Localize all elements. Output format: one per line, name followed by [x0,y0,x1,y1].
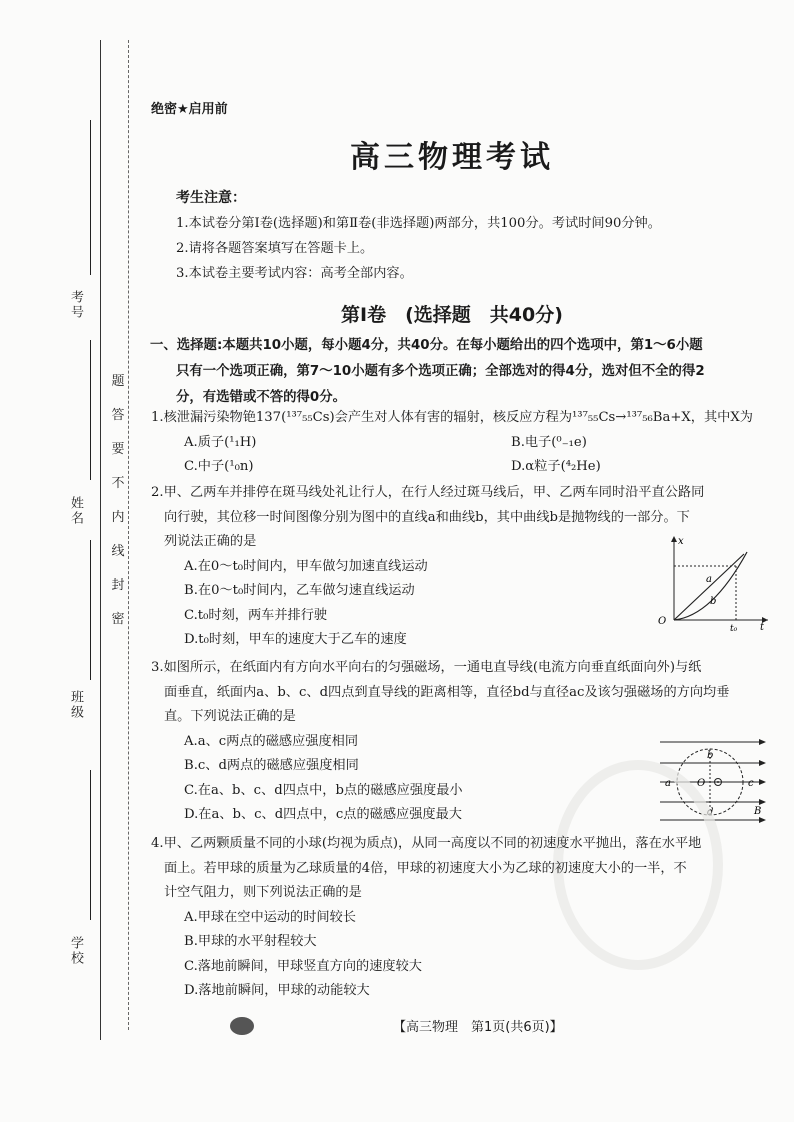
name-field-line [90,340,91,480]
instructions-line: 分，有选错或不答的得0分。 [176,390,347,405]
point-a-label: a [665,778,671,789]
point-c-label: c [748,778,754,789]
seal-char: 线 [111,544,125,559]
t-axis-label: t [760,622,765,632]
seal-char: 内 [111,510,125,525]
exam-no-label: 考号 [68,290,83,320]
x-axis-label: x [678,536,684,547]
publisher-logo-icon [230,1017,254,1035]
xt-graph [652,532,774,632]
option-c[interactable]: C.t₀时刻，两车并排行驶 [184,607,328,623]
question-4 [151,832,781,1004]
point-b-label: b [707,750,714,761]
notice-item: 2.请将各题答案填写在答题卡上。 [176,241,374,256]
point-d-label: d [707,807,714,818]
section-title: 第Ⅰ卷 (选择题 共40分) [341,304,563,326]
seal-char: 封 [111,578,125,593]
question-stem: 面垂直，纸面内a、b、c、d四点到直导线的距离相等，直径bd与直径ac及该匀强磁场的方向均垂 [164,684,730,700]
option-a[interactable]: A.质子(¹₁H) [184,434,257,450]
question-stem: 4.甲、乙两颗质量不同的小球(均视为质点)，从同一高度以不同的初速度水平抛出，落在水平地 [151,836,702,851]
seal-char: 答 [111,408,125,423]
question-stem: 向行驶，其位移一时间图像分别为图中的直线a和曲线b，其中曲线b是抛物线的一部分。下 [164,509,690,525]
line-a [674,554,744,620]
origin-label: O [658,616,667,627]
name-label: 姓名 [68,496,83,526]
notice-item: 3.本试卷主要考试内容：高考全部内容。 [176,266,413,281]
option-d[interactable]: D.t₀时刻，甲车的速度大于乙车的速度 [184,632,407,647]
question-stem: 直。下列说法正确的是 [164,709,296,724]
school-label: 学校 [68,936,83,966]
instructions-line: 一、选择题:本题共10小题，每小题4分，共40分。在每小题给出的四个选项中，第1～6小题 [150,338,703,353]
t0-label: t₀ [730,624,738,632]
curve-b-label: b [710,596,717,607]
option-d[interactable]: D.α粒子(⁴₂He) [511,459,601,474]
seal-char: 密 [111,612,125,627]
option-c[interactable]: C.中子(¹₀n) [184,459,254,474]
question-stem: 计空气阻力，则下列说法正确的是 [164,885,362,900]
option-a[interactable]: A.a、c两点的磁感应强度相同 [184,733,359,749]
instructions [150,333,780,411]
notice-item: 1.本试卷分第Ⅰ卷(选择题)和第Ⅱ卷(非选择题)两部分，共100分。考试时间90分钟。 [176,216,661,231]
notice-heading: 考生注意： [176,190,246,206]
instructions-line: 只有一个选项正确，第7～10小题有多个选项正确；全部选对的得4分，选对但不全的得2 [176,364,705,379]
option-b[interactable]: B.c、d两点的磁感应强度相同 [184,758,359,773]
question-1 [151,406,781,480]
line-a-label: a [706,574,712,585]
option-d[interactable]: D.落地前瞬间，甲球的动能较大 [184,983,370,998]
seal-char: 题 [111,374,125,389]
question-stem: 3.如图所示，在纸面内有方向水平向右的匀强磁场，一通电直导线(电流方向垂直纸面向外)与纸 [151,660,702,675]
option-b[interactable]: B.在0～t₀时间内，乙车做匀速直线运动 [184,583,415,598]
x-axis-arrow [671,536,677,542]
candidate-notice [176,186,661,286]
seal-char: 要 [111,442,125,457]
class-label: 班级 [68,690,83,720]
margin-line [100,40,101,1040]
page-title: 高三物理考试 [350,140,554,175]
field-b-label: B [754,806,762,817]
option-c[interactable]: C.落地前瞬间，甲球竖直方向的速度较大 [184,958,422,974]
school-field-line [90,770,91,920]
seal-text-column [108,370,128,642]
seal-char: 不 [111,476,125,491]
question-stem: 1.核泄漏污染物铯137(¹³⁷₅₅Cs)会产生对人体有害的辐射，核反应方程为¹³⁷₅₅Cs→¹³⁷₅₆Ba+X，其中X为 [151,410,753,425]
question-stem: 列说法正确的是 [164,534,257,549]
option-b[interactable]: B.电子(⁰₋₁e) [511,434,587,450]
option-a[interactable]: A.甲球在空中运动的时间较长 [184,909,356,925]
class-field-line [90,540,91,680]
question-stem: 2.甲、乙两车并排停在斑马线处礼让行人，在行人经过斑马线后，甲、乙两车同时沿平直公路同 [151,485,705,500]
question-stem: 面上。若甲球的质量为乙球质量的4倍，甲球的初速度大小为乙球的初速度大小的一半，不 [164,860,687,876]
option-a[interactable]: A.在0～t₀时间内，甲车做匀加速直线运动 [184,558,428,574]
option-b[interactable]: B.甲球的水平射程较大 [184,934,317,949]
confidential-mark: 绝密★启用前 [151,102,228,117]
center-o-label: O [697,778,706,789]
seal-dash-line [128,40,129,1030]
page-footer: 【高三物理 第1页(共6页)】 [393,1020,563,1035]
option-d[interactable]: D.在a、b、c、d四点中，c点的磁感应强度最大 [184,807,462,822]
option-c[interactable]: C.在a、b、c、d四点中，b点的磁感应强度最小 [184,782,463,798]
